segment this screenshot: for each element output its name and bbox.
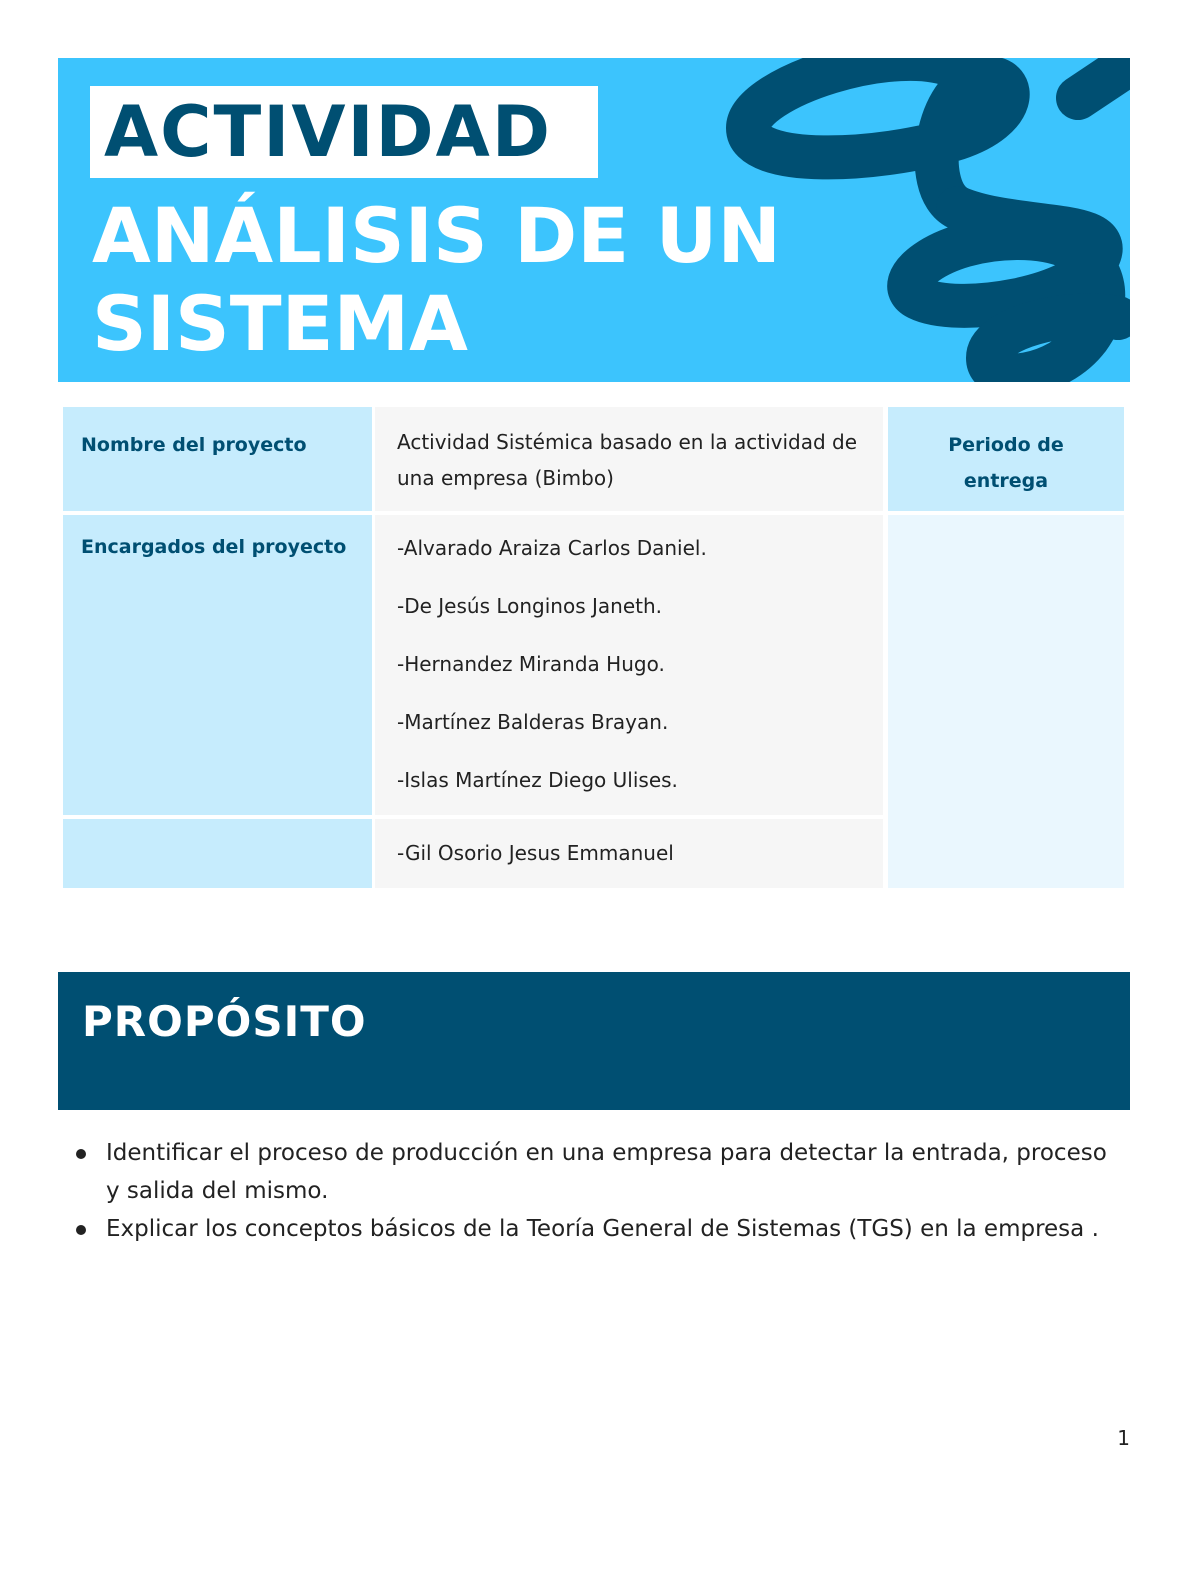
activity-label-box xyxy=(90,86,598,178)
list-item: -Alvarado Araiza Carlos Daniel. xyxy=(397,536,707,560)
extra-member-cell xyxy=(375,819,883,888)
purpose-header xyxy=(58,972,1130,1110)
project-name-label xyxy=(63,407,372,511)
managers-label-text: Encargados del proyecto xyxy=(81,536,347,558)
list-item: -Martínez Balderas Brayan. xyxy=(397,710,669,734)
bullet-icon xyxy=(76,1225,86,1235)
delivery-period-label xyxy=(888,407,1124,511)
managers-label xyxy=(63,515,372,815)
page-number: 1 xyxy=(1117,1426,1130,1450)
purpose-list xyxy=(70,1134,1120,1248)
members-list xyxy=(375,515,883,815)
list-item: -Gil Osorio Jesus Emmanuel xyxy=(397,841,674,865)
list-item xyxy=(70,1210,1120,1248)
delivery-period-value xyxy=(888,515,1124,888)
project-name-value-text: Actividad Sistémica basado en la actividad de una empresa (Bimbo) xyxy=(397,430,858,490)
purpose-item-text: Identificar el proceso de producción en una empresa para detectar la entrada, proceso y salida del mismo. xyxy=(106,1140,1107,1204)
header-banner xyxy=(58,58,1130,382)
purpose-heading: PROPÓSITO xyxy=(82,997,367,1046)
project-name-label-text: Nombre del proyecto xyxy=(81,434,307,456)
empty-label-cell xyxy=(63,819,372,888)
purpose-item-text: Explicar los conceptos básicos de la Teoría General de Sistemas (TGS) en la empresa . xyxy=(106,1216,1099,1242)
list-item xyxy=(70,1134,1120,1210)
activity-label: ACTIVIDAD xyxy=(104,91,552,173)
page-title: ANÁLISIS DE UN SISTEMA xyxy=(92,191,781,368)
bullet-icon xyxy=(76,1149,86,1159)
project-name-value xyxy=(375,407,883,511)
list-item: -Islas Martínez Diego Ulises. xyxy=(397,768,678,792)
list-item: -Hernandez Miranda Hugo. xyxy=(397,652,665,676)
delivery-period-label-text: Periodo de entrega xyxy=(948,434,1064,492)
list-item: -De Jesús Longinos Janeth. xyxy=(397,594,663,618)
